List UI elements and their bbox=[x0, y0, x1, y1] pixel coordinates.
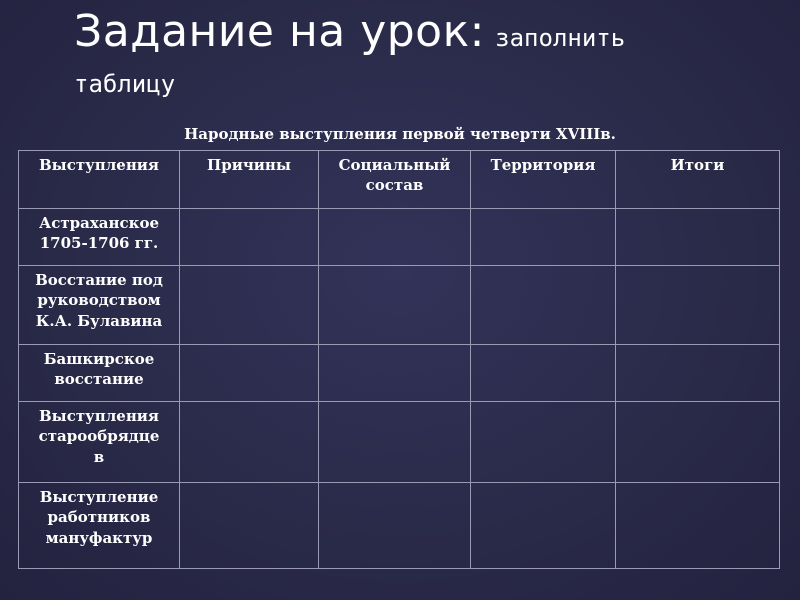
uprisings-table bbox=[18, 150, 780, 569]
table-caption: Народные выступления первой четверти XVIIIв. bbox=[184, 125, 616, 143]
row-label-old-believers: Выступления старообрядце в bbox=[19, 402, 180, 483]
table-cell-territory[interactable] bbox=[471, 209, 616, 266]
table-row bbox=[19, 266, 780, 345]
slide-title-main: Задание на урок: bbox=[74, 6, 485, 57]
table-row bbox=[19, 402, 780, 483]
table-cell-causes[interactable] bbox=[180, 402, 319, 483]
table-cell-social-composition[interactable] bbox=[319, 483, 471, 569]
table-cell-territory[interactable] bbox=[471, 402, 616, 483]
table-cell-results[interactable] bbox=[616, 483, 780, 569]
table-cell-causes[interactable] bbox=[180, 209, 319, 266]
table-row bbox=[19, 209, 780, 266]
table-cell-social-composition[interactable] bbox=[319, 209, 471, 266]
table-cell-social-composition[interactable] bbox=[319, 345, 471, 402]
row-label-manufactory-workers: Выступление работников мануфактур bbox=[19, 483, 180, 569]
table-cell-causes[interactable] bbox=[180, 483, 319, 569]
table-cell-results[interactable] bbox=[616, 209, 780, 266]
table-cell-territory[interactable] bbox=[471, 266, 616, 345]
table-cell-results[interactable] bbox=[616, 266, 780, 345]
header-cell-social-composition: Социальный состав bbox=[319, 151, 471, 209]
slide-title-rest-line2: таблицу bbox=[74, 70, 176, 98]
table-cell-results[interactable] bbox=[616, 402, 780, 483]
header-cell-uprisings: Выступления bbox=[19, 151, 180, 209]
row-label-astrakhan: Астраханское 1705-1706 гг. bbox=[19, 209, 180, 266]
table-cell-results[interactable] bbox=[616, 345, 780, 402]
header-cell-causes: Причины bbox=[180, 151, 319, 209]
table-row bbox=[19, 345, 780, 402]
slide-title bbox=[74, 6, 774, 98]
table-row bbox=[19, 483, 780, 569]
table-cell-territory[interactable] bbox=[471, 345, 616, 402]
slide-title-rest: заполнить bbox=[495, 24, 626, 52]
row-label-bashkir: Башкирское восстание bbox=[19, 345, 180, 402]
table-cell-social-composition[interactable] bbox=[319, 402, 471, 483]
table-header-row bbox=[19, 151, 780, 209]
table-cell-territory[interactable] bbox=[471, 483, 616, 569]
table-cell-causes[interactable] bbox=[180, 345, 319, 402]
row-label-bulavin: Восстание под руководством К.А. Булавина bbox=[19, 266, 180, 345]
table-cell-causes[interactable] bbox=[180, 266, 319, 345]
header-cell-results: Итоги bbox=[616, 151, 780, 209]
header-cell-territory: Территория bbox=[471, 151, 616, 209]
table-cell-social-composition[interactable] bbox=[319, 266, 471, 345]
